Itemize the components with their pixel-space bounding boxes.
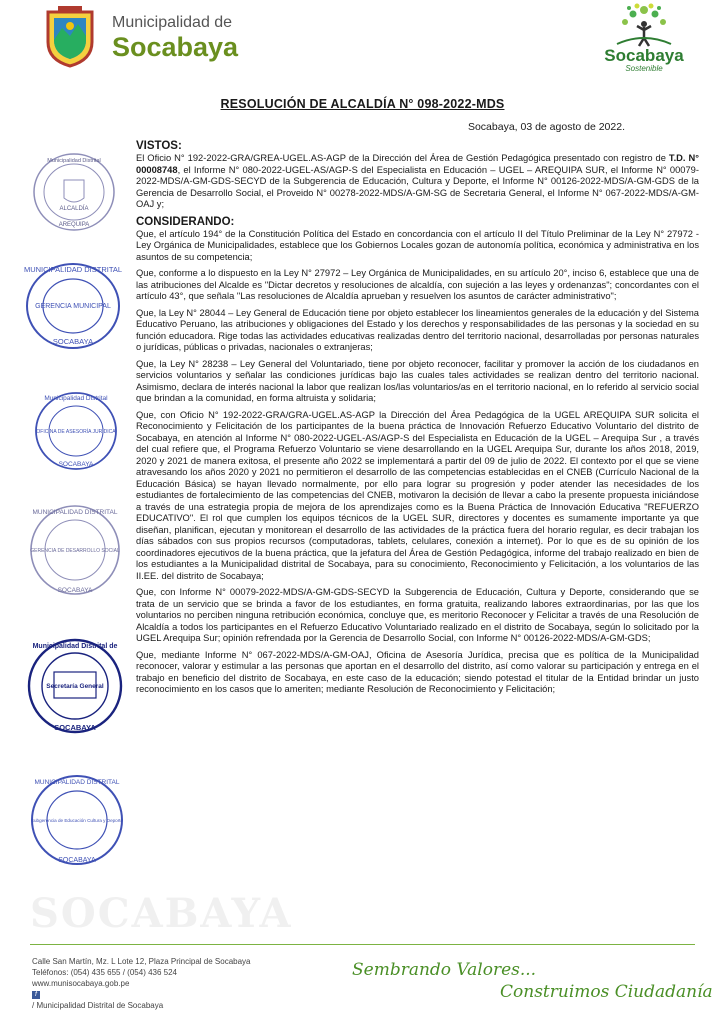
letterhead (0, 0, 725, 92)
tree-people-icon (609, 2, 679, 48)
footer-address: Calle San Martín, Mz. L Lote 12, Plaza Principal de Socabaya (32, 957, 251, 966)
brand-name: Socabaya (604, 46, 684, 65)
resolution-date: Socabaya, 03 de agosto de 2022. (467, 121, 625, 133)
brand-tagline: Sostenible (625, 64, 663, 73)
stamp-center-text: GERENCIA MUNICIPAL (35, 303, 111, 310)
gerencia-municipal-stamp (18, 258, 128, 354)
stamp-ring-text: MUNICIPALIDAD DISTRITAL (34, 779, 120, 786)
considerando-paragraph: Que, con Oficio N° 192-2022-GRA/GRA-UGEL.AS-AGP la Dirección del Área Pedagógica de la UGEL AREQUIPA SUR solicita el Reconocimiento y Felicitación de los participantes de la buena práctica de Innovación Refuerzo Educativo Voluntario del distrito de Socabaya, en atención al Informe N° 080-2022-UGEL-AS/AGP-S del Especialista en Educación de la UGEL – Arequipa Sur , a través del cual refiere que, el Programa Refuerzo Voluntario se viene desarrollando en la UGEL Arequipa Sur, durante los años 2018, 2019, 2020 y 2021 de manera exitosa, el presente año 2022 se implementará a partir del 09 de julio de 2022. El contexto por el que se viene atravesando los años 2020 y 2021 no permitieron el desarrollo de las competencias establecidas en el CNEB (Currículo Nacional de la Educación Básica) se hayan llevado normalmente, por ello para lograr su progresión y poder atender las necesidades de los estudiantes de fortalecimiento de las competencias del CNEB, motivaron la decisión de llevar a cabo la presente propuesta iniciándose a través de una estrategia propia de mejora de los aprendizajes como es la Buena Práctica de Innovación Educativa "REFUERZO EDUCATIVO". El rol que cumplen los equipos técnicos de la UGEL SUR, directores y docentes es sumamente importante ya que diseñan, planifican, ejecutan y monitorean el desarrollo de las actividades de la práctica fuera del horario regular, es decir trabajan los días sábados con sus propios recursos (computadoras, tablets, celulares, conexión a internet). Por lo que es de su opinión de los coordinadores ejecutivos de la buena práctica, que la jefatura del Área de Gestión Pedagógica, informe del trabajo realizado en bien de los estudiantes a la Municipalidad distrital de Socabaya, para su conocimiento, Reconocimiento y Felicitación, a los voluntarios de las II.EE. del distrito de Socabaya; (136, 409, 699, 581)
vistos-heading: VISTOS: (136, 140, 182, 152)
considerando-paragraph: Que, conforme a lo dispuesto en la Ley N° 27972 – Ley Orgánica de Municipalidades, en su artículo 20°, inciso 6, establece que una de las atribuciones del Alcalde es "Dictar decretos y resoluciones de alcaldía, con sujeción a las leyes y ordenanzas"; concordantes con el artículo 43°, que señala "Las resoluciones de Alcaldía aprueban y resuelven los asuntos de carácter administrativo"; (136, 268, 699, 301)
considerando-paragraph: Que, la Ley N° 28238 – Ley General del Voluntariado, tiene por objeto reconocer, facilitar y promover la acción de los ciudadanos en servicios voluntarios y señalar las condiciones jurídicas bajo las cuales tales actividades se realizan dentro del territorio nacional. Asimismo, declara de interés nacional la labor que realizan los/las voluntarios/as en el territorio nacional, en lo referido al servicio social que brindan a la comunidad, en forma altruista y solidaria; (136, 358, 699, 403)
stamp-bottom-text: AREQUIPA (58, 222, 90, 228)
resolution-title-text: RESOLUCIÓN DE ALCALDÍA N° 098-2022-MDS (220, 97, 505, 111)
stamp-center-text: ALCALDÍA (59, 206, 89, 212)
vistos-paragraph (136, 153, 699, 211)
footer-slogan-line2: Construimos Ciudadanía (500, 982, 713, 1002)
stamp-bottom-text: SOCABAYA (57, 587, 93, 594)
stamp-center-text: Subgerencia de Educación Cultura y Deporte (30, 818, 124, 823)
stamp-ring-text: Municipalidad Distrital (47, 158, 101, 164)
vistos-td-number: T.D. N° 00008748 (136, 153, 699, 175)
municipality-name (112, 14, 238, 62)
stamp-bottom-text: SOCABAYA (58, 857, 96, 864)
stamp-ring-text: Municipalidad Distrital de (32, 643, 118, 650)
considerando-paragraph: Que, mediante Informe N° 067-2022-MDS/A-GM-OAJ, Oficina de Asesoría Jurídica, precisa que es política de la Municipalidad reconocer, valorar y estimular a las personas que aportan en el desarrollo del distrito, así como valorar su participación y entrega en el trabajo en beneficio del distrito de Socabaya, en este caso de la educación; siendo potestad el titular de la Entidad brindar un justo reconocimiento en los casos que lo ameriten; mediante Resolución de Reconocimiento y Felicitación; (136, 649, 699, 694)
considerando-paragraph: Que, con Informe N° 00079-2022-MDS/A-GM-GDS-SECYD la Subgerencia de Educación, Cultura y Deporte, considerando que se trata de un servicio que se brinda a favor de los estudiantes, en forma gratuita, realizando labores extraordinarias, por las que los voluntarios no perciben ninguna retribución económica, concluye que, es meritorio Reconocer y Felicitar a través de una Resolución de Alcaldía a todos los participantes en el Refuerzo Educativo Voluntariado realizado en el distrito de Socabaya, según lo solicitado por la UGEL Arequipa Sur; opinión refrendada por la Gerencia de Desarrollo Social, con Informe N° 00126-2022-MDS/A-GM-GDS; (136, 587, 699, 643)
municipality-name-line1: Municipalidad de (112, 14, 233, 31)
stamp-bottom-text: SOCABAYA (58, 461, 94, 468)
resolution-title (0, 97, 725, 111)
footer-slogan-line1: Sembrando Valores... (352, 960, 537, 980)
footer-contact (32, 956, 251, 1011)
stamp-center-text: GERENCIA DE DESARROLLO SOCIAL (30, 548, 120, 554)
municipality-name-line2: Socabaya (112, 32, 239, 62)
asesoria-juridica-stamp (26, 386, 126, 476)
footer-website: www.munisocabaya.gob.pe (32, 979, 130, 988)
stamp-center-text: Secretaría General (46, 683, 104, 690)
stamp-ring-text: MUNICIPALIDAD DISTRITAL (32, 509, 118, 516)
municipal-crest-icon (44, 6, 96, 68)
considerando-paragraph: Que, la Ley N° 28044 – Ley General de Educación tiene por objeto establecer los lineamientos generales de la educación y del Sistema Educativo Peruano, las atribuciones y obligaciones del Estado y los derechos y responsabilidades de las personas y la sociedad en su función educadora. Rige todas las actividades educativas realizadas dentro del territorio nacional, desarrolladas por personas naturales o jurídicas, públicas o privadas, nacionales o extranjeras; (136, 307, 699, 352)
footer-social-text: / Municipalidad Distrital de Socabaya (32, 1001, 164, 1010)
socabaya-sostenible-logo (594, 2, 694, 82)
stamp-bottom-text: SOCABAYA (54, 723, 96, 732)
stamp-ring-text: Municipalidad Distrital (44, 395, 108, 402)
stamp-center-text: OFICINA DE ASESORÍA JURÍDICA (36, 429, 116, 435)
stamp-bottom-text: SOCABAYA (52, 337, 94, 346)
subgerencia-educacion-stamp (22, 770, 132, 870)
vistos-text-b: , el Informe N° 080-2022-UGEL-AS/AGP-S del Especialista en Educación – UGEL – AREQUIPA SUR, el Informe N° 00079-2022-MDS/A-GM-GDS-SECYD de la Subgerencia de Educación, Cultura y Deporte, el Informe N° 00126-2022-MDS/A-GM-GDS de la Gerencia de Desarrollo Social, el Proveido N° 00278-2022-MDS/A-GM-SG de Secretaria General, el Informe N° 067-2022-MDS/A-GM-OAJ y; (136, 164, 699, 209)
footer-divider (30, 944, 695, 945)
background-watermark: SOCABAYA (30, 890, 293, 937)
stamp-ring-text: MUNICIPALIDAD DISTRITAL (23, 265, 123, 274)
desarrollo-social-stamp (22, 500, 128, 600)
secretaria-general-stamp (20, 634, 130, 738)
resolution-body (136, 140, 699, 701)
considerando-paragraph: Que, el artículo 194° de la Constitución Política del Estado en concordancia con el artículo II del Título Preliminar de la Ley N° 27972 - Ley Orgánica de Municipalidades, establece que los Gobiernos Locales gozan de autonomía política, económica y administrativa en los asuntos de su competencia; (136, 228, 699, 262)
vistos-text-a: El Oficio N° 192-2022-GRA/GREA-UGEL.AS-AGP de la Dirección del Área de Gestión Pedagógica presentado con registro de (136, 153, 669, 163)
considerando-heading: CONSIDERANDO: (136, 215, 235, 228)
footer-social (32, 989, 251, 1011)
footer-phones: Teléfonos: (054) 435 655 / (054) 436 524 (32, 968, 177, 977)
facebook-icon: f (32, 991, 40, 999)
alcaldia-stamp (22, 150, 126, 234)
